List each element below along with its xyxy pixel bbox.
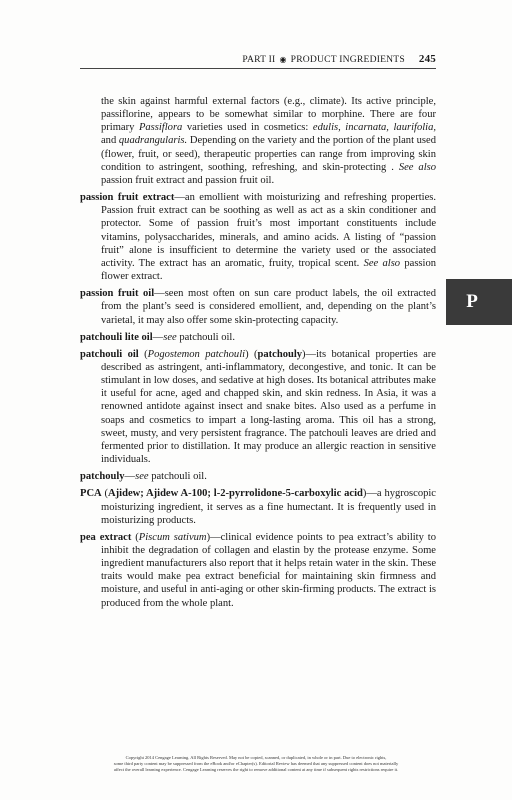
footer-line: Copyright 2014 Cengage Learning. All Rights Reserved. May not be copied, scanned, or duplicated, in whole or in part. Due to electronic rights, bbox=[125, 755, 387, 760]
entry-term: patchouly bbox=[80, 471, 125, 483]
dictionary-body bbox=[80, 95, 436, 614]
entry-term: PCA bbox=[80, 488, 102, 500]
header-bullet-icon: ◉ bbox=[279, 55, 287, 64]
running-header bbox=[80, 53, 436, 67]
header-rule bbox=[80, 68, 436, 69]
entry-term: passion fruit extract bbox=[80, 192, 175, 204]
header-section: PRODUCT INGREDIENTS bbox=[290, 54, 405, 65]
entry-patchouly: patchouly—see patchouli oil. bbox=[80, 471, 207, 483]
entry-term: patchouli oil bbox=[80, 348, 139, 360]
entry-patchouli-oil: patchouli oil (Pogostemon patchouli) (patchouly)—its botanical properties are described as astringent, anti-inflammatory, decongestive, and tonic. It can be stimulant in low doses, and sedative at high doses. Its botanical attributes make it useful for acne, aged and chapped skin, and skin redness. In Asia, it was a renowned antidote against insect and snake bites. Also used as a perfume in soaps and cosmetics to impart a long-lasting aroma. This oil has a strong, sweet, musty, and very persistent fragrance. The patchouli leaves are dried and fermented prior to distillation. It may produce an allergic reaction in sensitive individuals. bbox=[80, 348, 436, 466]
entry-pca: PCA (Ajidew; Ajidew A-100; l-2-pyrrolidone-5-carboxylic acid)—a hygroscopic moisturizing ingredient, it serves as a fine humectant. It is frequently used in moisturizing products. bbox=[80, 488, 436, 526]
alphabet-tab: P bbox=[446, 279, 512, 325]
entry-pea-extract: pea extract (Piscum sativum)—clinical evidence points to pea extract’s ability to inhibit the degradation of collagen and elastin by the protease enzyme. Some ingredient manufacturers also report that it helps retain water in the skin. These traits would make pea extract beneficial for maintaining skin firmness and moisture, and useful in anti-aging or other skin-firming products. The extract is produced from the whole plant. bbox=[80, 531, 436, 609]
entry-term: pea extract bbox=[80, 531, 132, 543]
entry-passion-fruit-oil: passion fruit oil—seen most often on sun care product labels, the oil extracted from the plant’s seed is considered emollient, and, depending on the plant’s varietal, it may also offer some skin-protecting capacity. bbox=[80, 288, 436, 326]
header-part: PART II bbox=[242, 54, 276, 65]
entry-term: patchouli lite oil bbox=[80, 331, 153, 343]
footer-line: affect the overall learning experience. Cengage Learning reserves the right to remove additional content at any time if subsequent rights restrictions require it. bbox=[113, 767, 399, 773]
footer-line: some third party content may be suppressed from the eBook and/or eChapter(s). Editorial Review has deemed that any suppressed content does not materially bbox=[113, 761, 399, 767]
entry-continuation: the skin against harmful external factors (e.g., climate). Its active principle, passiflorine, appears to be somewhat similar to morphine. There are four primary Passiflora varieties used in cosmetics: edulis, incarnata, laurifolia, and quadrangularis. Depending on the variety and the portion of the plant used (flower, fruit, or seed), therapeutic properties can range from improving skin condition to astringent, soothing, refreshing, and skin-protecting . See also passion fruit extract and passion fruit oil. bbox=[101, 96, 436, 186]
entry-term: passion fruit oil bbox=[80, 288, 155, 300]
page-number: 245 bbox=[418, 53, 436, 65]
copyright-footer bbox=[38, 755, 474, 774]
entry-patchouli-lite-oil: patchouli lite oil—see patchouli oil. bbox=[80, 331, 235, 343]
entry-passion-fruit-extract: passion fruit extract—an emollient with moisturizing and refreshing properties. Passion fruit extract can be soothing as well as act as a skin conditioner and protector. Some of passion fruit’s most important constituents include vitamins, polysaccharides, minerals, and amino acids. A listing of “passion fruit” alone is insufficient to determine the variety used or the associated activity. The extract has an aromatic, fruity, tropical scent. See also passion flower extract. bbox=[80, 192, 437, 283]
